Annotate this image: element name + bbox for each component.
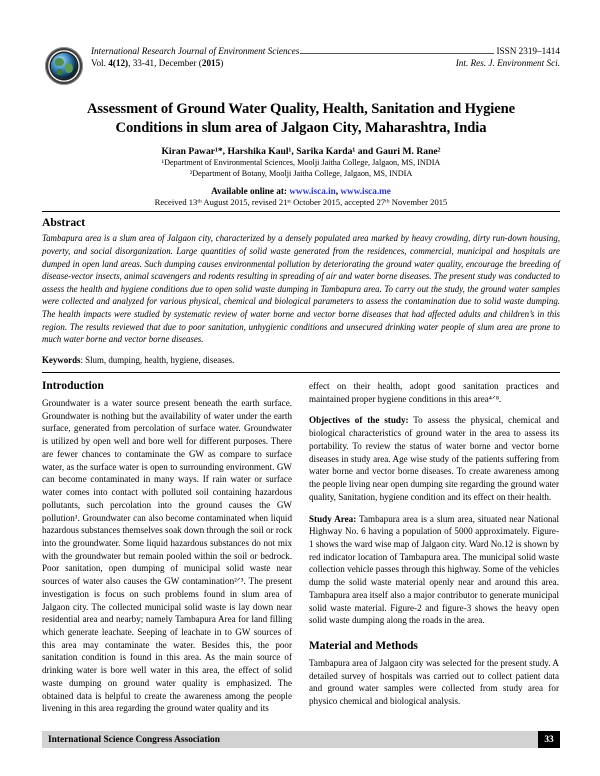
journal-abbreviation: Int. Res. J. Environment Sci. xyxy=(455,58,560,68)
study-area-paragraph xyxy=(309,513,559,627)
available-online-line xyxy=(42,186,560,196)
received-dates: Received 13ᵗʰ August 2015, revised 21ˢᵗ October 2015, accepted 27ᵗʰ November 2015 xyxy=(154,197,448,208)
masthead xyxy=(42,46,560,88)
abstract-heading: Abstract xyxy=(42,216,86,230)
right-column xyxy=(309,380,559,715)
left-column xyxy=(42,380,292,715)
introduction-continued: effect on their health, adopt good sanitation practices and maintained proper hygiene conditions in this area⁴ᐟ⁸. xyxy=(309,381,559,404)
keywords-label: Keywords xyxy=(42,355,81,366)
introduction-paragraph: Groundwater is a water source present beneath the earth surface. Groundwater is nothing but the availability of water under the earth surface, generated from percolation of surface water. Groundwater is utilized by open well and bore well for different purposes. There are fewer chances to contaminate the GW as compare to surface water, as the surface water is open to surrounding environment. GW can become contaminated in many ways. If rain water or surface water comes into contact with polluted soil containing hazardous pollutants, such percolation into the ground causes the GW pollution¹. Groundwater can also become contaminated when liquid hazardous substances themselves soak down through the soil or rock into the groundwater. Some liquid hazardous substances do not mix with the groundwater but remain pooled within the soil or bedrock. Poor sanitation, open dumping of municipal solid waste near sources of water also causes the GW contamination²ᐟ³. The present investigation is focus on such problems found in slum area of Jalgaon city. The collected municipal solid waste is lay down near residential area and nearby; namely Tambapura Area for land filling which generate leachate. Seeping of leachate in to GW sources of this area may contaminate the water. Besides this, the poor sanitation condition is found in this area. As the main source of drinking water is bore well water in this area, the effect of solid waste dumping on ground water quality is emphasized. The obtained data is helpful to create the awareness among the people livening in this area regarding the ground water quality and its xyxy=(42,398,292,714)
author-list: Kiran Pawar¹*, Harshika Kaul¹, Sarika Karda¹ and Gauri M. Rane² xyxy=(161,145,441,157)
page-number-badge: 33 xyxy=(538,731,560,748)
masthead-text xyxy=(86,46,560,69)
title-line-2: Conditions in slum area of Jalgaon City, Maharashtra, India xyxy=(115,120,487,137)
affiliation-2: ²Department of Botany, Moolji Jaitha College, Jalgaon, MS, INDIA xyxy=(189,168,413,178)
keywords xyxy=(42,355,560,365)
body-columns xyxy=(42,380,560,715)
abstract-text: Tambapura area is a slum area of Jalgaon city, characterized by a densely populated area marked by heavy crowding, dirty run-down housing, poverty, and social disorganization. Large quantities of solid waste generated from the residences, commercial, municipal and hospitals are dumped in open land areas. Such dumping causes environmental pollution by deteriorating the ground water quality, encourage the breeding of disease-vector insects, animal scavengers and rodents resulting in spreading of air and water borne diseases. The present study was conducted to assess the health and hygiene conditions due to open solid waste dumping in Tambapura area. To carry out the study, the ground water samples were collected and analyzed for various physical, chemical and biological parameters to assess the contamination due to solid waste dumping. The health impacts were studied by systematic review of water borne and vector borne diseases that had affected adults and children’s in this region. The results reviewed that due to poor sanitation, unhygienic conditions and unsecured drinking water people of slum area are prone to much water borne and vector borne diseases. xyxy=(42,233,560,345)
link-separator: , xyxy=(335,186,341,197)
isca-in-link[interactable]: www.isca.in xyxy=(289,186,336,197)
objectives-label: Objectives of the study: xyxy=(309,415,409,426)
study-area-text: Tambapura area is a slum area, situated near National Highway No. 6 having a population of 5000 approximately. Figure-1 shows the ward wise map of Jalgaon city. Ward No.12 is shown by red indicator location of Tambapura area. The municipal solid waste collection vehicle passes through this highway. Some of the vehicles dump the solid waste material openly near and around this area. Tambapura area itself also a major contributor to generate municipal solid waste material. Figure-2 and figure-3 shows the heavy open solid waste dumping along the roads in the area. xyxy=(309,513,559,626)
globe-logo-icon xyxy=(42,47,86,87)
page-title xyxy=(42,100,560,139)
isca-me-link[interactable]: www.isca.me xyxy=(340,186,391,197)
objectives-text: To assess the physical, chemical and biological characteristics of ground water in the area to assess its portability. To review the status of water borne and vector borne diseases in study area. Age wise study of the patients suffering from water borne and vector borne diseases. To create awareness among the people living near open dumping site regarding the ground water quality, Sanitation, hygiene condition and its effect on their health. xyxy=(309,415,560,502)
keywords-value: : Slum, dumping, health, hygiene, diseases. xyxy=(80,355,235,366)
objectives-paragraph xyxy=(309,414,559,503)
introduction-heading: Introduction xyxy=(42,380,104,393)
publisher-name: International Science Congress Association xyxy=(48,734,220,745)
study-area-label: Study Area: xyxy=(309,513,357,524)
affiliation-1: ¹Department of Environmental Sciences, Moolji Jaitha College, Jalgaon, MS, INDIA xyxy=(161,157,441,167)
available-online-label: Available online at: xyxy=(211,186,290,197)
material-methods-paragraph: Tambapura area of Jalgaon city was selected for the present study. A detailed survey of hospitals was carried out to collect patient data and ground water samples were collected from study area for physico chemical and biological analysis. xyxy=(309,657,559,707)
journal-name: International Research Journal of Environment Sciences xyxy=(91,46,300,56)
journal-issn: ISSN 2319–1414 xyxy=(496,46,560,56)
volume-info: Vol. 4(12), 33-41, December (2015) xyxy=(91,58,224,68)
abstract-top-divider xyxy=(42,211,560,212)
masthead-divider xyxy=(300,52,494,54)
material-methods-heading: Material and Methods xyxy=(309,639,418,652)
page-footer xyxy=(42,731,560,748)
abstract-bottom-divider xyxy=(42,372,560,373)
title-line-1: Assessment of Ground Water Quality, Health, Sanitation and Hygiene xyxy=(86,101,516,117)
